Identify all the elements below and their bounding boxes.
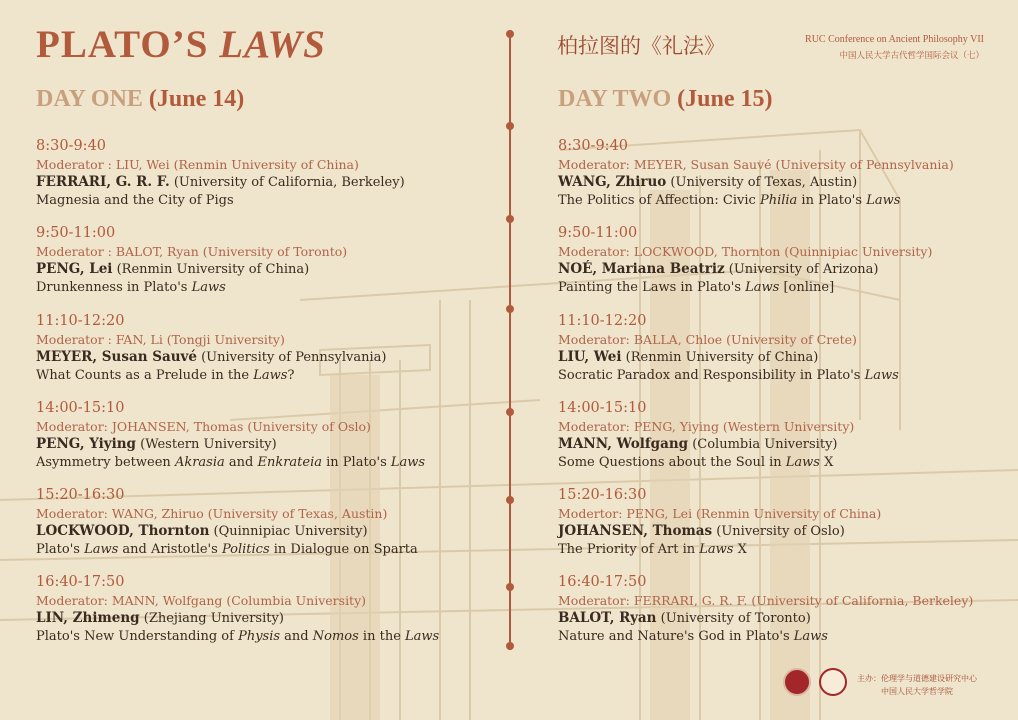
session-block (558, 312, 998, 399)
talk-title-part: Akrasia (174, 454, 225, 470)
talk-title-part: Socratic Paradox and Responsibility in Plato's (558, 367, 865, 383)
talk-title (558, 279, 998, 297)
talk-title-part: Laws (785, 454, 820, 470)
speaker-name: BALOT, Ryan (558, 610, 657, 627)
session-time: 15:20-16:30 (36, 487, 125, 504)
session-speaker (36, 435, 506, 454)
day-one-heading: DAY ONE (June 14) (36, 86, 245, 112)
talk-title (36, 192, 506, 210)
session-block (36, 399, 506, 486)
speaker-name: MEYER, Susan Sauvé (36, 348, 197, 365)
talk-title-part: The Politics of Affection: Civic (558, 193, 760, 208)
talk-title (36, 367, 506, 385)
conference-name-en: RUC Conference on Ancient Philosophy VII (805, 34, 984, 45)
talk-title-part: Laws (405, 629, 440, 645)
session-moderator: Moderator : BALOT, Ryan (University of Toronto) (36, 244, 348, 260)
talk-title (36, 628, 506, 646)
divider-dot (506, 30, 514, 38)
talk-title-part: Nature and Nature's God in Plato's (558, 629, 794, 645)
talk-title-part: in the (358, 629, 406, 645)
talk-title (558, 541, 998, 559)
talk-title-part: The Priority of Art in (558, 542, 700, 558)
talk-title (36, 454, 506, 472)
talk-title-part: ? (287, 367, 295, 383)
divider-dot (506, 642, 514, 650)
speaker-affiliation: (University of Texas, Austin) (666, 175, 858, 190)
session-time: 15:20-16:30 (558, 487, 647, 504)
session-time: 9:50-11:00 (558, 225, 638, 242)
talk-title-part: Enkrateia (257, 454, 322, 470)
session-time: 9:50-11:00 (36, 225, 116, 242)
session-time: 8:30-9:40 (558, 138, 629, 154)
talk-title-part: Laws (253, 367, 288, 383)
speaker-name: NOÉ, Mariana Beatriz (558, 261, 725, 278)
speaker-affiliation: (Quinnipiac University) (209, 524, 368, 540)
divider-dot (506, 122, 514, 130)
talk-title (558, 454, 998, 472)
speaker-name: FERRARI, G. R. F. (36, 174, 170, 190)
talk-title-part: [online] (779, 280, 835, 296)
talk-title-part: and (224, 454, 258, 470)
talk-title-part: Philia (759, 193, 798, 208)
talk-title-part: Magnesia and the City of Pigs (36, 193, 234, 208)
divider-dot (506, 583, 514, 591)
speaker-name: MANN, Wolfgang (558, 435, 689, 452)
talk-title-part: in Dialogue on Sparta (269, 542, 418, 558)
session-time: 14:00-15:10 (558, 399, 647, 416)
session-block (36, 573, 506, 660)
conference-info (805, 31, 984, 65)
session-time: 14:00-15:10 (36, 399, 125, 416)
speaker-affiliation: (University of Oslo) (712, 524, 845, 540)
session-speaker (558, 348, 998, 367)
talk-title-part: Politics (221, 542, 270, 558)
talk-title-part: Laws (699, 542, 734, 558)
speaker-affiliation: (University of Arizona) (724, 262, 879, 278)
session-speaker (558, 260, 998, 279)
session-moderator: Moderator: JOHANSEN, Thomas (University of Oslo) (36, 418, 371, 434)
speaker-affiliation: (University of Pennsylvania) (196, 349, 387, 365)
organizer-text: 主办：伦理学与道德建设研究中心 中国人民大学哲学院 (857, 674, 977, 696)
talk-title-part: Laws (866, 193, 901, 208)
speaker-affiliation: (Renmin University of China) (112, 262, 310, 278)
session-block (36, 486, 506, 573)
speaker-affiliation: (University of California, Berkeley) (169, 175, 405, 190)
speaker-name: PENG, Yiying (36, 435, 136, 452)
talk-title (36, 541, 506, 559)
session-moderator: Moderator: FERRARI, G. R. F. (University of California, Berkeley) (558, 593, 974, 609)
talk-title-part: Nomos (312, 629, 359, 645)
session-block (558, 137, 998, 224)
session-block (36, 137, 506, 224)
talk-title-part: Painting the Laws in Plato's (558, 280, 746, 296)
speaker-name: PENG, Lei (36, 261, 113, 278)
talk-title-part: Laws (390, 454, 426, 470)
session-speaker (558, 435, 998, 454)
speaker-name: WANG, Zhiruo (558, 174, 667, 190)
session-moderator: Moderator: MANN, Wolfgang (Columbia University) (36, 593, 367, 609)
page-title: PLATO’S LAWS (36, 23, 326, 66)
talk-title-part: and (280, 629, 313, 645)
session-moderator: Modertor: PENG, Lei (Renmin University of China) (558, 506, 882, 522)
speaker-affiliation: (Renmin University of China) (621, 349, 819, 365)
session-moderator: Moderator : LIU, Wei (Renmin University of China) (36, 157, 359, 172)
session-moderator: Moderator: PENG, Yiying (Western University) (558, 418, 855, 434)
organizer-footer (783, 668, 1003, 704)
session-time: 16:40-17:50 (558, 574, 647, 591)
talk-title-part: Plato's New Understanding of (36, 629, 239, 645)
session-block (558, 224, 998, 311)
session-time: 8:30-9:40 (36, 138, 107, 154)
session-speaker (36, 348, 506, 367)
talk-title-part: X (819, 454, 834, 470)
talk-title (558, 192, 998, 210)
center-seal-icon (819, 668, 847, 696)
talk-title-part: and Aristotle's (118, 542, 222, 558)
session-speaker (558, 522, 998, 541)
session-speaker (36, 260, 506, 279)
speaker-affiliation: (Columbia University) (688, 436, 838, 452)
talk-title (36, 279, 506, 297)
conference-name-cn: 中国人民大学古代哲学国际会议（七） (839, 51, 984, 61)
talk-title-part: Laws (745, 280, 780, 296)
speaker-name: LIN, Zhimeng (36, 610, 140, 627)
session-time: 11:10-12:20 (36, 312, 125, 329)
session-time: 16:40-17:50 (36, 574, 125, 591)
speaker-name: LIU, Wei (558, 348, 622, 365)
talk-title-part: Asymmetry between (36, 454, 175, 470)
speaker-affiliation: (Western University) (135, 436, 277, 452)
divider-dot (506, 408, 514, 416)
divider-dot (506, 305, 514, 313)
session-speaker (36, 522, 506, 541)
talk-title-part: Laws (84, 542, 119, 558)
session-block (558, 573, 998, 660)
speaker-name: JOHANSEN, Thomas (558, 523, 713, 540)
talk-title-part: in Plato's (797, 193, 867, 208)
talk-title-part: Some Questions about the Soul in (558, 454, 786, 470)
day-two-schedule (558, 137, 998, 661)
session-block (36, 224, 506, 311)
speaker-name: LOCKWOOD, Thornton (36, 523, 210, 540)
chinese-title: 柏拉图的《礼法》 (557, 34, 725, 58)
session-moderator: Moderator: BALLA, Chloe (University of Crete) (558, 331, 857, 347)
day-two-heading: DAY TWO (June 15) (558, 86, 773, 112)
session-speaker (36, 609, 506, 628)
speaker-affiliation: (University of Toronto) (656, 611, 811, 627)
talk-title-part: X (733, 542, 747, 558)
session-speaker (558, 173, 998, 192)
talk-title-part: Physis (238, 629, 281, 645)
talk-title-part: Plato's (36, 542, 85, 558)
session-moderator: Moderator: LOCKWOOD, Thornton (Quinnipiac University) (558, 244, 933, 260)
talk-title-part: Laws (191, 280, 226, 296)
talk-title (558, 628, 998, 646)
divider-dot (506, 496, 514, 504)
session-time: 11:10-12:20 (558, 312, 647, 329)
speaker-affiliation: (Zhejiang University) (139, 611, 284, 627)
session-moderator: Moderator: MEYER, Susan Sauvé (University of Pennsylvania) (558, 157, 954, 172)
day-one-schedule (36, 137, 506, 661)
talk-title-part: Laws (864, 367, 899, 383)
session-block (558, 399, 998, 486)
talk-title-part: What Counts as a Prelude in the (36, 367, 254, 383)
university-seal-icon (783, 668, 811, 696)
session-speaker (36, 173, 506, 192)
talk-title-part: Laws (793, 629, 828, 645)
talk-title-part: in Plato's (322, 454, 391, 470)
session-block (558, 486, 998, 573)
session-block (36, 312, 506, 399)
session-moderator: Moderator : FAN, Li (Tongji University) (36, 331, 285, 347)
divider-dot (506, 215, 514, 223)
talk-title (558, 367, 998, 385)
talk-title-part: Drunkenness in Plato's (36, 280, 192, 296)
session-speaker (558, 609, 998, 628)
session-moderator: Moderator: WANG, Zhiruo (University of Texas, Austin) (36, 506, 388, 522)
